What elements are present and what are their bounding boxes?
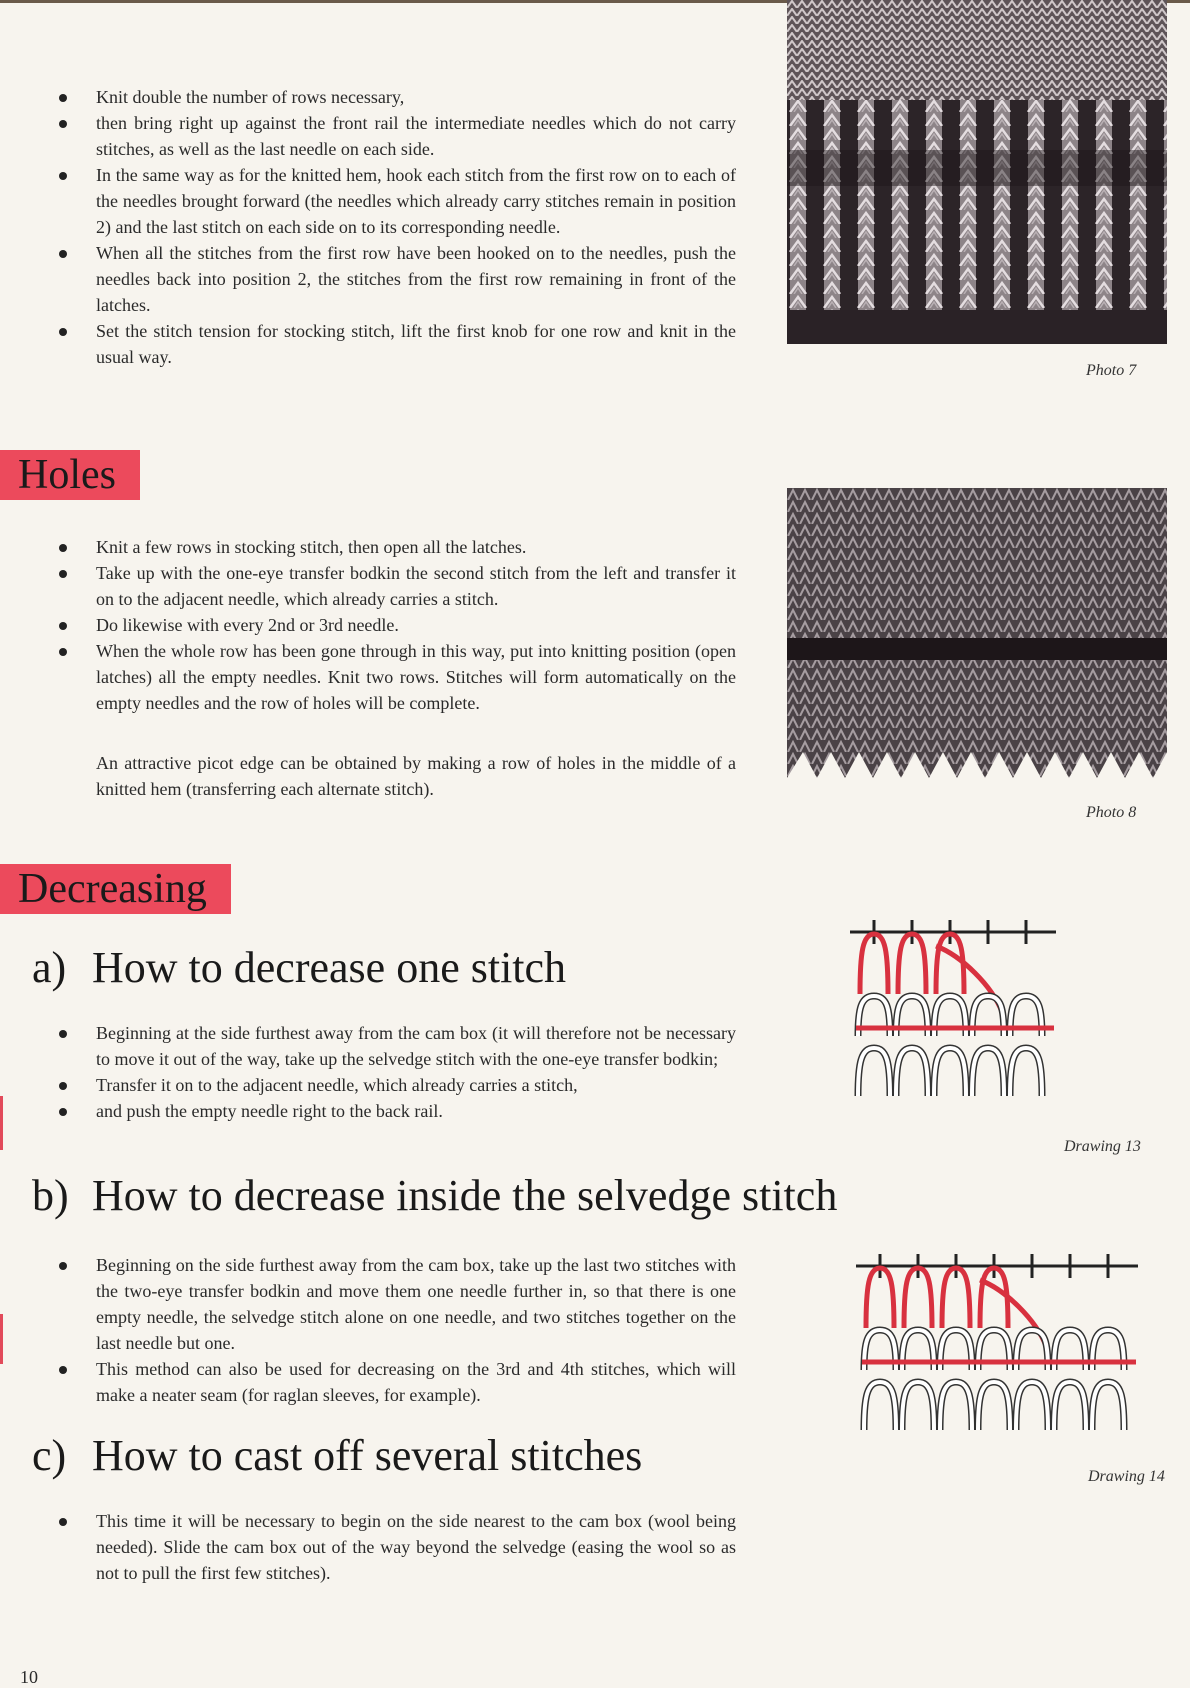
transfer-loop bbox=[980, 1280, 1046, 1346]
list-item: When all the stitches from the first row have been hooked on to the needles, push the needles back into position 2, the stitches from the first row remaining in front of the latches. bbox=[56, 240, 736, 318]
photo-8-caption: Photo 8 bbox=[1086, 804, 1137, 821]
list-item: Knit a few rows in stocking stitch, then open all the latches. bbox=[56, 534, 736, 560]
list-item: Transfer it on to the adjacent needle, which already carries a stitch, bbox=[56, 1072, 736, 1098]
list-item: Beginning at the side furthest away from the cam box (it will therefore not be necessary to move it out of the way, take up the selvedge stitch with the one-eye transfer bodkin; bbox=[56, 1020, 736, 1072]
stitch-loop bbox=[1016, 1382, 1048, 1430]
drawing-13-stitch-diagram bbox=[846, 916, 1086, 1122]
drawing-14-caption: Drawing 14 bbox=[1088, 1468, 1165, 1485]
stitch-loop bbox=[896, 1048, 928, 1096]
stitch-loop bbox=[1054, 1382, 1086, 1430]
subsection-text: How to cast off several stitches bbox=[92, 1431, 643, 1480]
list-item: Set the stitch tension for stocking stitch, lift the first knob for one row and knit in the usual way. bbox=[56, 318, 736, 370]
decrease-c-bullet-list bbox=[56, 1508, 736, 1586]
stitch-loop bbox=[858, 1048, 890, 1096]
stitch-loop bbox=[1010, 1048, 1042, 1096]
stitch-loop bbox=[864, 1382, 896, 1430]
list-item: This time it will be necessary to begin on the side nearest to the cam box (wool being needed). Slide the cam box out of the way beyond the selvedge (easing the wool so as not to pull the first few stitches). bbox=[56, 1508, 736, 1586]
subsection-text: How to decrease one stitch bbox=[92, 943, 567, 992]
subsection-title-a bbox=[32, 942, 566, 994]
list-item: Beginning on the side furthest away from the cam box, take up the last two stitches with the two-eye transfer bodkin and move them one needle further in, so that there is one empty needle, the selvedge stitch alone on one needle, and two stitches together on the last needle but one. bbox=[56, 1252, 736, 1356]
margin-mark bbox=[0, 1314, 3, 1364]
page-number: 10 bbox=[20, 1667, 38, 1687]
drawing-14-stitch-diagram bbox=[852, 1250, 1152, 1456]
list-item: In the same way as for the knitted hem, hook each stitch from the first row on to each of the needles brought forward (the needles which already carry stitches remain in position 2) and the last stitch on each side on to its corresponding needle. bbox=[56, 162, 736, 240]
stitch-loop bbox=[1092, 1382, 1124, 1430]
subsection-letter: b) bbox=[32, 1171, 69, 1220]
drawing-13-caption: Drawing 13 bbox=[1064, 1138, 1141, 1155]
stitch-loop bbox=[978, 1382, 1010, 1430]
holes-bullet-list bbox=[56, 534, 736, 716]
list-item: When the whole row has been gone through in this way, put into knitting position (open latches) all the empty needles. Knit two rows. Stitches will form automatically on the empty needles and the row of holes will be complete. bbox=[56, 638, 736, 716]
transfer-loop bbox=[936, 946, 1002, 1012]
subsection-letter: c) bbox=[32, 1431, 67, 1480]
subsection-text: How to decrease inside the selvedge stitch bbox=[92, 1171, 838, 1220]
section-title-holes: Holes bbox=[0, 450, 140, 500]
stitch-loop bbox=[902, 1382, 934, 1430]
list-item: then bring right up against the front rail the intermediate needles which do not carry stitches, as well as the last needle on each side. bbox=[56, 110, 736, 162]
margin-mark bbox=[0, 1096, 3, 1150]
list-item: This method can also be used for decreasing on the 3rd and 4th stitches, which will make a neater seam (for raglan sleeves, for example). bbox=[56, 1356, 736, 1408]
section-title-decreasing: Decreasing bbox=[0, 864, 231, 914]
intro-bullet-list bbox=[56, 84, 736, 370]
decrease-a-bullet-list bbox=[56, 1020, 736, 1124]
list-item: Take up with the one-eye transfer bodkin the second stitch from the left and transfer it on to the adjacent needle, which already carries a stitch. bbox=[56, 560, 736, 612]
list-item: Knit double the number of rows necessary, bbox=[56, 84, 736, 110]
photo-7-caption: Photo 7 bbox=[1086, 362, 1137, 379]
subsection-title-b bbox=[32, 1170, 837, 1222]
stitch-loop bbox=[972, 1048, 1004, 1096]
subsection-title-c bbox=[32, 1430, 642, 1482]
list-item: and push the empty needle right to the back rail. bbox=[56, 1098, 736, 1124]
photo-7-knit-rib bbox=[787, 0, 1167, 344]
subsection-letter: a) bbox=[32, 943, 67, 992]
decrease-b-bullet-list bbox=[56, 1252, 736, 1408]
stitch-loop bbox=[940, 1382, 972, 1430]
photo-8-knit-holes bbox=[787, 488, 1167, 800]
stitch-loop bbox=[934, 1048, 966, 1096]
list-item: Do likewise with every 2nd or 3rd needle. bbox=[56, 612, 736, 638]
holes-picot-note: An attractive picot edge can be obtained by making a row of holes in the middle of a knitted hem (transferring each alternate stitch). bbox=[96, 753, 736, 799]
